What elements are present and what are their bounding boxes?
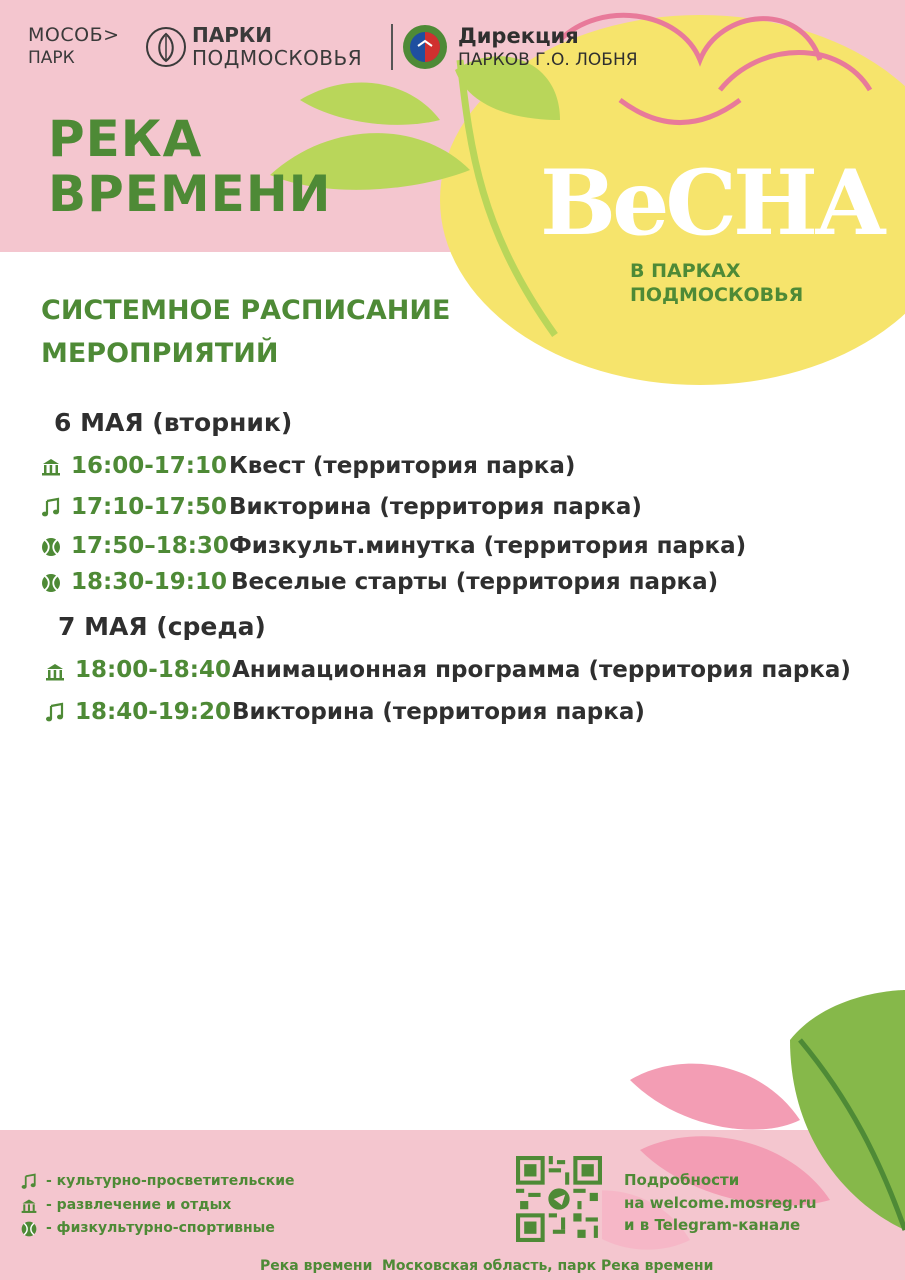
info-line1: Подробности: [624, 1171, 740, 1189]
vesna-wordmark: ВеСНА: [540, 150, 884, 256]
footer-park-name: Река времени: [260, 1258, 373, 1274]
event-time: 18:30-19:10: [71, 569, 227, 595]
ball-icon: [40, 536, 62, 562]
info-line2[interactable]: на welcome.mosreg.ru: [624, 1194, 817, 1212]
logo-divider: [391, 24, 393, 70]
info-line3: и в Telegram-канале: [624, 1216, 801, 1234]
park-title-line2: ВРЕМЕНИ: [48, 165, 332, 223]
music-note-icon: [20, 1173, 38, 1195]
parki-logo-line2: ПОДМОСКОВЬЯ: [192, 46, 363, 70]
event-title: Викторина (территория парка): [232, 699, 645, 725]
event-time: 18:00-18:40: [75, 657, 231, 683]
legend-item: - развлечение и отдых: [46, 1197, 232, 1213]
direction-subtitle: ПАРКОВ Г.О. ЛОБНЯ: [458, 50, 638, 70]
schedule-title-line2: МЕРОПРИЯТИЙ: [41, 338, 279, 369]
event-title: Физкульт.минутка (территория парка): [229, 533, 747, 559]
ball-icon: [40, 572, 62, 598]
footer-address: Московская область, парк Река времени: [382, 1258, 714, 1274]
direction-title: Дирекция: [458, 24, 579, 48]
legend-item: - физкультурно-спортивные: [46, 1220, 275, 1236]
event-time: 17:50–18:30: [71, 533, 229, 559]
event-title: Веселые старты (территория парка): [231, 569, 719, 595]
music-note-icon: [44, 702, 66, 728]
leisure-icon: [20, 1197, 38, 1219]
parki-logo-line1: ПАРКИ: [192, 23, 272, 47]
vesna-subtitle-line2: ПОДМОСКОВЬЯ: [630, 284, 804, 306]
ball-icon: [20, 1220, 38, 1242]
event-title: Викторина (территория парка): [229, 494, 642, 520]
event-time: 18:40-19:20: [75, 699, 231, 725]
event-title: Анимационная программа (территория парка): [232, 657, 851, 683]
leisure-icon: [40, 456, 62, 482]
mosobl-logo-line1: МОСОБ>: [28, 24, 120, 46]
leisure-icon: [44, 661, 66, 687]
vesna-subtitle-line1: В ПАРКАХ: [630, 260, 741, 282]
legend-item: - культурно-просветительские: [46, 1173, 295, 1189]
direction-emblem-icon: [400, 22, 450, 72]
event-time: 17:10-17:50: [71, 494, 227, 520]
schedule-title-line1: СИСТЕМНОЕ РАСПИСАНИЕ: [41, 295, 451, 326]
day-heading: 7 МАЯ (среда): [58, 612, 266, 641]
mosobl-logo-line2: ПАРК: [28, 48, 75, 68]
qr-code[interactable]: [516, 1156, 602, 1242]
music-note-icon: [40, 497, 62, 523]
park-title-line1: РЕКА: [48, 110, 203, 168]
event-time: 16:00-17:10: [71, 453, 227, 479]
event-title: Квест (территория парка): [229, 453, 576, 479]
day-heading: 6 МАЯ (вторник): [54, 408, 293, 437]
parki-leaf-icon: [145, 26, 187, 68]
